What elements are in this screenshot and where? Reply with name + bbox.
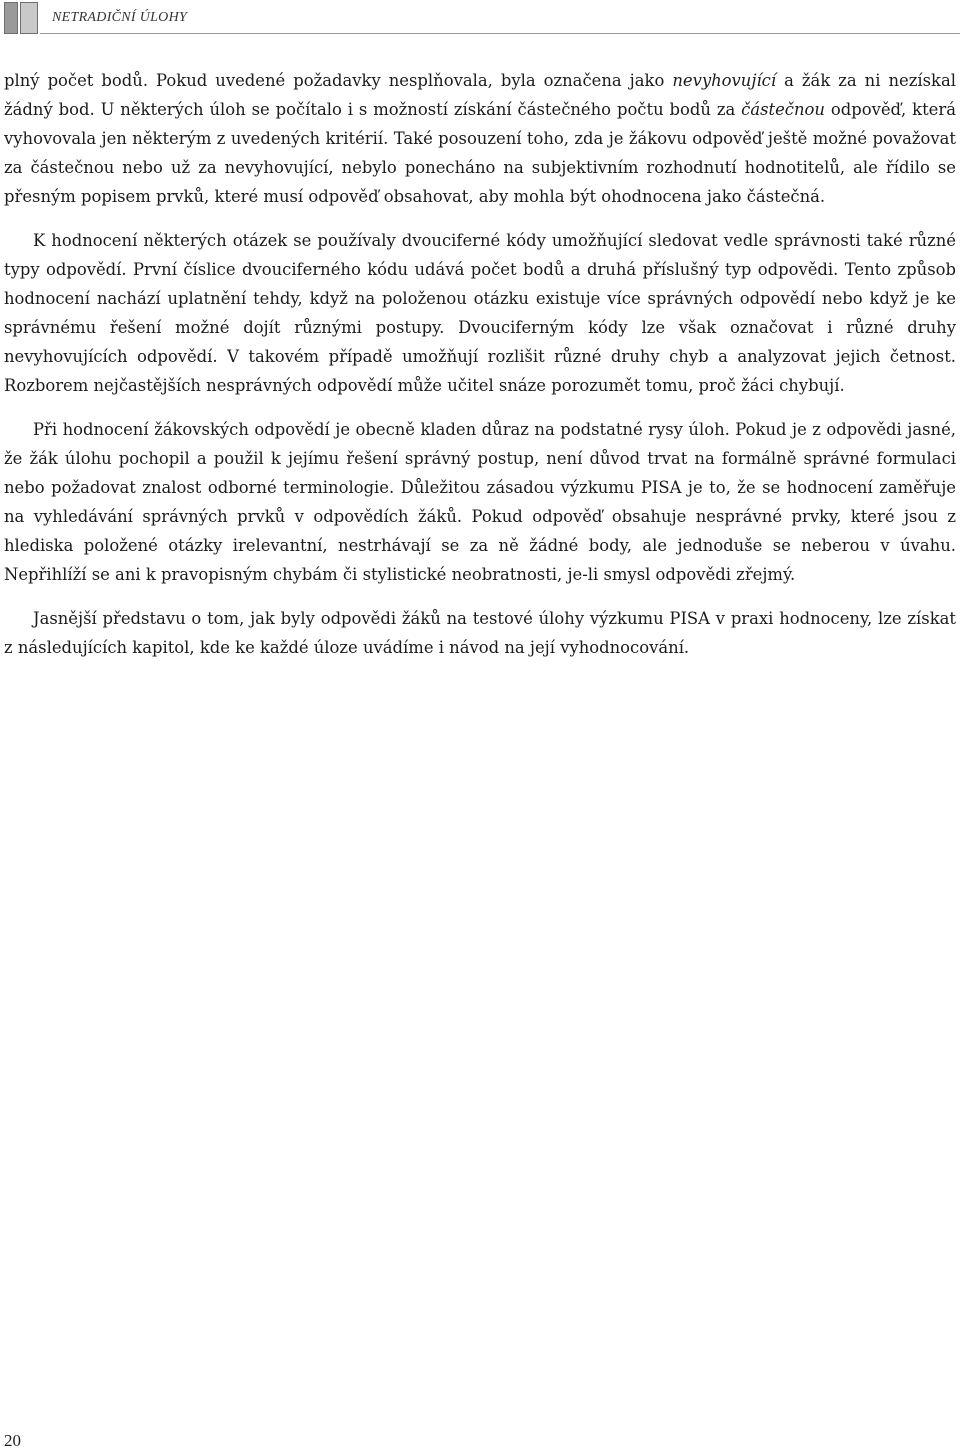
text-run: plný počet bodů. Pokud uvedené požadavky nesplňovala, byla označena jako [4,71,673,90]
text-run: a žák za ni nezískal žádný bod. U některých úloh se počítalo i s možností získání částečného počtu bodů za [4,71,956,119]
text-run: odpověď, která vyhovovala jen některým z uvedených kritérií. Také posouzení toho, zda je žákovu odpověď ještě možné považovat za částečnou nebo už za nevyhovující, nebylo ponecháno na subjektivním rozhodnutí hodnotitelů, ale řídilo se přesným popisem prvků, které musí odpověď obsahovat, aby mohla být ohodnocena jako částečná. [4,100,956,206]
paragraph [4,415,956,589]
italic-term: částečnou [741,100,825,119]
paragraph [4,66,956,211]
running-header-label: NETRADIČNÍ ÚLOHY [52,10,188,25]
header-rule [40,33,960,34]
text-run: Při hodnocení žákovských odpovědí je obecně kladen důraz na podstatné rysy úloh. Pokud je z odpovědi jasné, že žák úlohu pochopil a použil k jejímu řešení správný postup, není důvod trvat na formálně správné formulaci nebo požadovat znalost odborné terminologie. Důležitou zásadou výzkumu PISA je to, že se hodnocení zaměřuje na vyhledávání správných prvků v odpovědích žáků. Pokud odpověď obsahuje nesprávné prvky, které jsou z hlediska položené otázky irelevantní, nestrhávají se za ně žádné body, ale jednoduše se neberou v úvahu. Nepřihlíží se ani k pravopisným chybám či stylistické neobratnosti, je-li smysl odpovědi zřejmý. [4,420,956,584]
text-run: Jasnější představu o tom, jak byly odpovědi žáků na testové úlohy výzkumu PISA v praxi hodnoceny, lze získat z následujících kapitol, kde ke každé úloze uvádíme i návod na její vyhodnocování. [4,609,956,657]
header-marker-dark [4,2,18,34]
running-header [4,2,960,34]
header-marker-light [20,2,38,34]
paragraph [4,604,956,662]
paragraph [4,226,956,400]
text-run: K hodnocení některých otázek se používaly dvouciferné kódy umožňující sledovat vedle správnosti také různé typy odpovědí. První číslice dvouciferného kódu udává počet bodů a druhá příslušný typ odpovědi. Tento způsob hodnocení nachází uplatnění tehdy, když na položenou otázku existuje více správných odpovědí nebo když je ke správnému řešení možné dojít různými postupy. Dvouciferným kódy lze však označovat i různé druhy nevyhovujících odpovědí. V takovém případě umožňují rozlišit různé druhy chyb a analyzovat jejich četnost. Rozborem nejčastějších nesprávných odpovědí může učitel snáze porozumět tomu, proč žáci chybují. [4,231,956,395]
body-text [4,66,956,677]
italic-term: nevyhovující [672,71,777,90]
page-number: 20 [4,1431,21,1450]
